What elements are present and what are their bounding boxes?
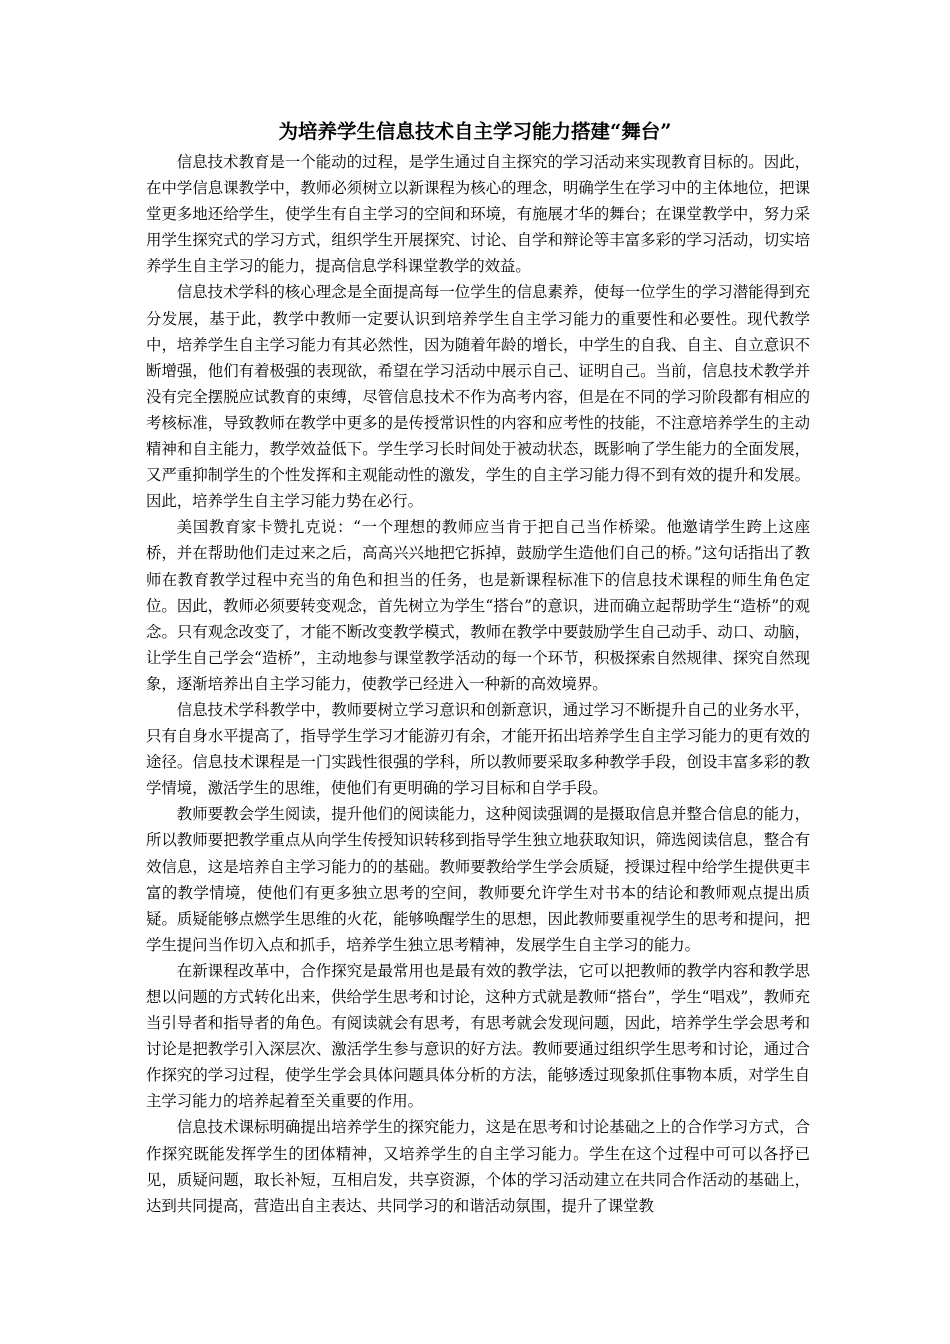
paragraph-6: 在新课程改革中，合作探究是最常用也是最有效的教学法，它可以把教师的教学内容和教学思想以问题的方式转化出来，供给学生思考和讨论，这种方式就是教师“搭台”，学生“唱戏”，教师充当引导者和指导者的角色。有阅读就会有思考，有思考就会发现问题，因此，培养学生学会思考和讨论是把教学引入深层次、激活学生参与意识的好方法。教师要通过组织学生思考和讨论，通过合作探究的学习过程，使学生学会具体问题具体分析的方法，能够透过现象抓住事物本质，对学生自主学习能力的培养起着至关重要的作用。 (146, 961, 810, 1111)
paragraph-1: 信息技术教育是一个能动的过程，是学生通过自主探究的学习活动来实现教育目标的。因此，在中学信息课教学中，教师必须树立以新课程为核心的理念，明确学生在学习中的主体地位，把课堂更多地还给学生，使学生有自主学习的空间和环境，有施展才华的舞台；在课堂教学中，努力采用学生探究式的学习方式，组织学生开展探究、讨论、自学和辩论等丰富多彩的学习活动，切实培养学生自主学习的能力，提高信息学科课堂教学的效益。 (146, 153, 810, 276)
document-title: 为培养学生信息技术自主学习能力搭建“舞台” (278, 120, 672, 143)
document-body (146, 149, 810, 1219)
paragraph-4: 信息技术学科教学中，教师要树立学习意识和创新意识，通过学习不断提升自己的业务水平，只有自身水平提高了，指导学生学习才能游刃有余，才能开拓出培养学生自主学习能力的更有效的途径。信息技术课程是一门实践性很强的学科，所以教师要采取多种教学手段，创设丰富多彩的教学情境，激活学生的思维，使他们有更明确的学习目标和自学手段。 (146, 700, 810, 798)
paragraph-5: 教师要教会学生阅读，提升他们的阅读能力，这种阅读强调的是摄取信息并整合信息的能力，所以教师要把教学重点从向学生传授知识转移到指导学生独立地获取知识，筛选阅读信息，整合有效信息，这是培养自主学习能力的的基础。教师要教给学生学会质疑，授课过程中给学生提供更丰富的教学情境，使他们有更多独立思考的空间，教师要允许学生对书本的结论和教师观点提出质疑。质疑能够点燃学生思维的火花，能够唤醒学生的思想，因此教师要重视学生的思考和提问，把学生提问当作切入点和抓手，培养学生独立思考精神，发展学生自主学习的能力。 (146, 805, 810, 954)
paragraph-7: 信息技术课标明确提出培养学生的探究能力，这是在思考和讨论基础之上的合作学习方式，合作探究既能发挥学生的团体精神，又培养学生的自主学习能力。学生在这个过程中可可以各抒已见，质疑问题，取长补短，互相启发，共享资源，个体的学习活动建立在共同合作活动的基础上，达到共同提高，营造出自主表达、共同学习的和谐活动氛围，提升了课堂教 (146, 1118, 810, 1215)
paragraph-3: 美国教育家卡赞扎克说：“一个理想的教师应当肯于把自己当作桥梁。他邀请学生跨上这座桥，并在帮助他们走过来之后，高高兴兴地把它拆掉，鼓励学生造他们自己的桥。”这句话指出了教师在教育教学过程中充当的角色和担当的任务，也是新课程标准下的信息技术课程的师生角色定位。因此，教师必须要转变观念，首先树立为学生“搭台”的意识，进而确立起帮助学生“造桥”的观念。只有观念改变了，才能不断改变教学模式，教师在教学中要鼓励学生自己动手、动口、动脑，让学生自己学会“造桥”，主动地参与课堂教学活动的每一个环节，积极探索自然规律、探究自然现象，逐渐培养出自主学习能力，使教学已经进入一种新的高效境界。 (146, 518, 810, 693)
paragraph-2: 信息技术学科的核心理念是全面提高每一位学生的信息素养，使每一位学生的学习潜能得到充分发展，基于此，教学中教师一定要认识到培养学生自主学习能力的重要性和必要性。现代教学中，培养学生自主学习能力有其必然性，因为随着年龄的增长，中学生的自我、自主、自立意识不断增强，他们有着极强的表现欲，希望在学习活动中展示自己、证明自己。当前，信息技术教学并没有完全摆脱应试教育的束缚，尽管信息技术不作为高考内容，但是在不同的学习阶段都有相应的考核标准，导致教师在教学中更多的是传授常识性的内容和应考性的技能，不注意培养学生的主动精神和自主能力，教学效益低下。学生学习长时间处于被动状态，既影响了学生能力的全面发展，又严重抑制学生的个性发挥和主观能动性的激发，学生的自主学习能力得不到有效的提升和发展。因此，培养学生自主学习能力势在必行。 (146, 283, 810, 511)
